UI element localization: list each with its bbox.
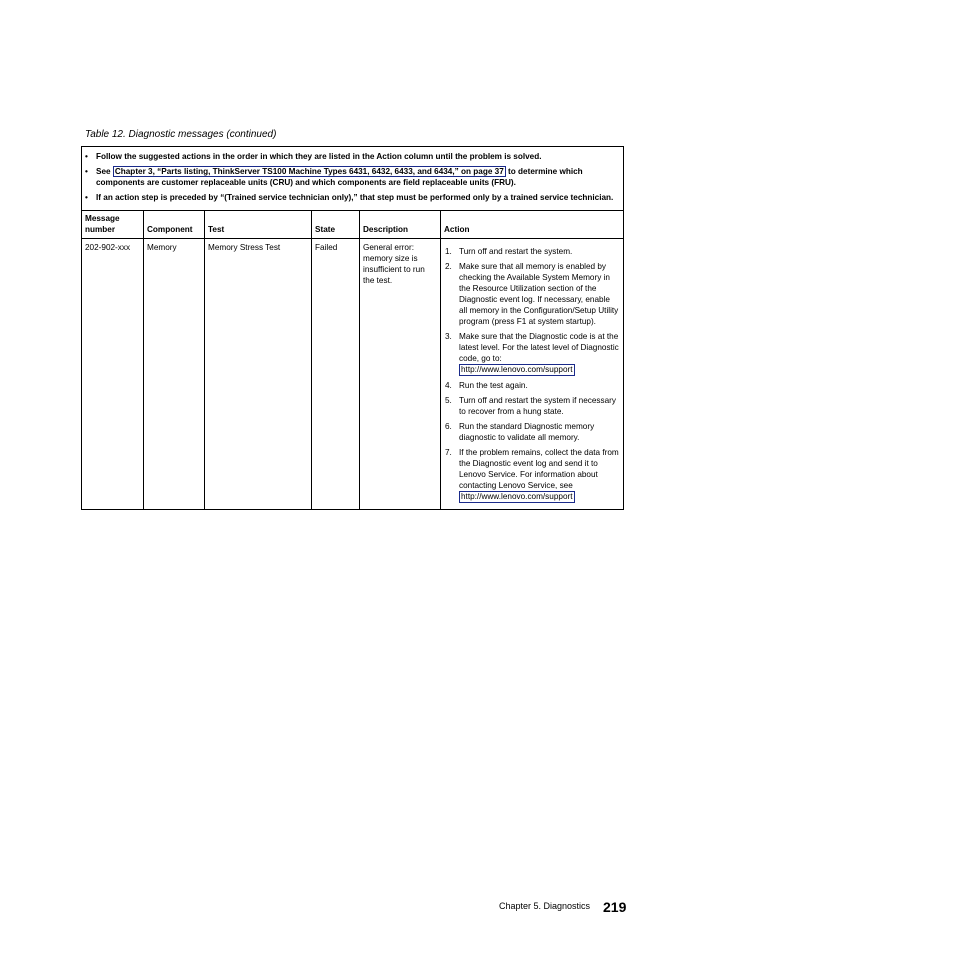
note-item	[85, 151, 619, 162]
table-notes	[82, 147, 624, 211]
page-number: 219	[603, 899, 627, 915]
cell-test: Memory Stress Test	[205, 239, 312, 510]
cell-description: General error: memory size is insufficient to run the test.	[360, 239, 441, 510]
note-text: See	[96, 167, 113, 176]
header-state: State	[312, 211, 360, 239]
support-url-link[interactable]: http://www.lenovo.com/support	[461, 492, 573, 501]
note-text: Follow the suggested actions in the order in which they are listed in the Action column until the problem is solved.	[96, 152, 542, 161]
cell-message-number: 202-902-xxx	[82, 239, 144, 510]
cell-state: Failed	[312, 239, 360, 510]
action-step: 5. Turn off and restart the system if necessary to recover from a hung state.	[445, 396, 616, 416]
bullet-icon: •	[85, 167, 88, 176]
action-step: 6. Run the standard Diagnostic memory diagnostic to validate all memory.	[445, 422, 595, 442]
support-url-link[interactable]: http://www.lenovo.com/support	[461, 365, 573, 374]
action-step: 7. If the problem remains, collect the data from the Diagnostic event log and send it to Lenovo Service. For information about contacting Lenovo Service, see http://www.lenovo.com/support	[445, 448, 619, 501]
diagnostic-messages-table	[81, 146, 624, 510]
action-step: 1. Turn off and restart the system.	[445, 247, 573, 256]
header-component: Component	[144, 211, 205, 239]
footer-chapter: Chapter 5. Diagnostics	[499, 901, 591, 911]
table-caption: Table 12. Diagnostic messages (continued)	[85, 129, 277, 140]
cell-component: Memory	[144, 239, 205, 510]
chapter-3-link[interactable]: Chapter 3, “Parts listing, ThinkServer TS100 Machine Types 6431, 6432, 6433, and 6434,” on page 37	[114, 167, 504, 176]
header-message-number: Message number	[82, 211, 144, 239]
action-step: 4. Run the test again.	[445, 381, 528, 390]
header-test: Test	[205, 211, 312, 239]
note-item	[85, 192, 619, 203]
header-description: Description	[360, 211, 441, 239]
bullet-icon: •	[85, 152, 88, 161]
note-text: to determine which components are customer replaceable units (CRU) and which components are field replaceable units (FRU).	[96, 167, 583, 187]
table-row	[82, 239, 624, 510]
action-steps	[444, 246, 620, 503]
bullet-icon: •	[85, 193, 88, 202]
note-item	[85, 166, 619, 188]
header-action: Action	[441, 211, 624, 239]
table-header-row	[82, 211, 624, 239]
action-step: 2. Make sure that all memory is enabled by checking the Available System Memory in the Resource Utilization section of the Diagnostic event log. If necessary, enable all memory in the Configuration/Setup Utility program (press F1 at system startup).	[445, 262, 619, 326]
note-text: If an action step is preceded by “(Trained service technician only),” that step must be performed only by a trained service technician.	[96, 193, 614, 202]
cell-action	[441, 239, 624, 510]
action-step: 3. Make sure that the Diagnostic code is at the latest level. For the latest level of Diagnostic code, go to: http://www.lenovo.com/support	[445, 332, 619, 374]
